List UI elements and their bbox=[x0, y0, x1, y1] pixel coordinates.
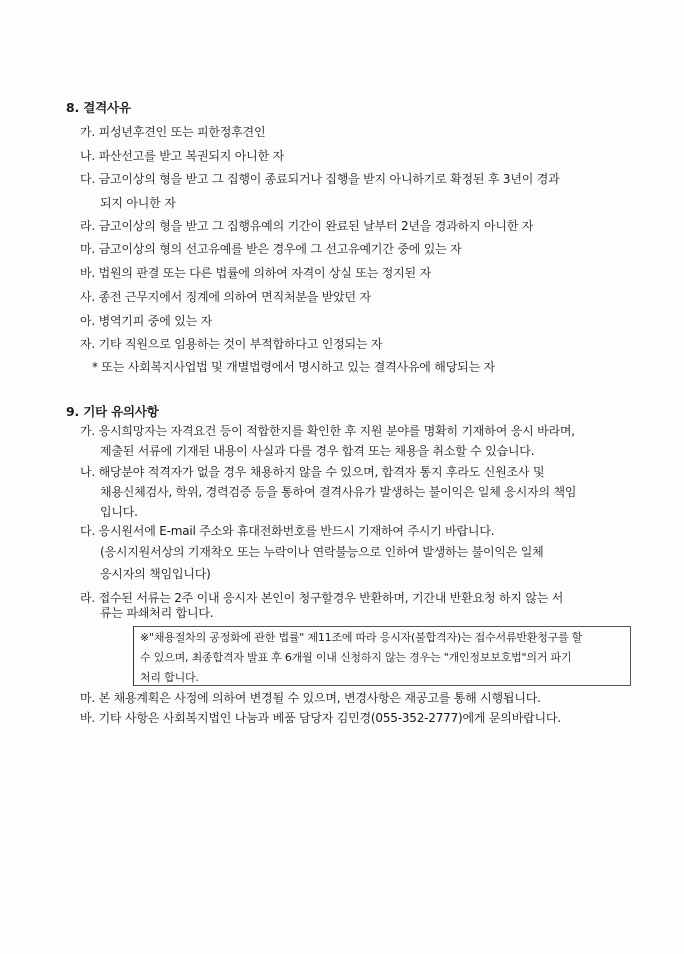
list-item: 사. 종전 근무지에서 징계에 의하여 면직처분을 받았던 자 bbox=[80, 290, 371, 304]
list-item: 다. 금고이상의 형을 받고 그 집행이 종료되거나 집행을 받지 아니하기로 확정된 후 3년이 경과 bbox=[80, 172, 560, 186]
list-item: 라. 접수된 서류는 2주 이내 응시자 본인이 청구할경우 반환하며, 기간내 반환요청 하지 않는 서 bbox=[80, 591, 564, 605]
list-item: 가. 피성년후견인 또는 피한정후견인 bbox=[80, 125, 266, 139]
notice-box-line: 처리 합니다. bbox=[140, 671, 199, 684]
list-item-continuation: 채용신체검사, 학위, 경력검증 등을 통하여 결격사유가 발생하는 불이익은 일체 응시자의 책임 bbox=[100, 485, 577, 499]
notice-box-line: 수 있으며, 최종합격자 발표 후 6개월 이내 신청하지 않는 경우는 "개인정보보호법"의거 파기 bbox=[140, 651, 572, 664]
list-item: 아. 병역기피 중에 있는 자 bbox=[80, 314, 212, 328]
note: * 또는 사회복지사업법 및 개별법령에서 명시하고 있는 결격사유에 해당되는 자 bbox=[92, 360, 495, 374]
list-item-continuation: 입니다. bbox=[100, 505, 138, 519]
list-item: 바. 기타 사항은 사회복지법인 나눔과 베품 담당자 김민경(055-352-2777)에게 문의바랍니다. bbox=[80, 711, 561, 725]
list-item: 가. 응시희망자는 자격요건 등이 적합한지를 확인한 후 지원 분야를 명확히 기재하여 응시 바라며, bbox=[80, 424, 575, 438]
list-item-continuation: 제출된 서류에 기재된 내용이 사실과 다를 경우 합격 또는 채용을 취소할 수 있습니다. bbox=[100, 444, 535, 458]
list-item: 나. 해당분야 적격자가 없을 경우 채용하지 않을 수 있으며, 합격자 통지 후라도 신원조사 및 bbox=[80, 465, 545, 479]
list-item: 마. 본 채용계획은 사정에 의하여 변경될 수 있으며, 변경사항은 재공고를 통해 시행됩니다. bbox=[80, 691, 541, 705]
list-item: 다. 응시원서에 E-mail 주소와 휴대전화번호를 반드시 기재하여 주시기 바랍니다. bbox=[80, 524, 495, 538]
list-item-continuation: (응시지원서상의 기재착오 또는 누락이나 연락불능으로 인하여 발생하는 불이익은 일체 bbox=[100, 545, 544, 559]
list-item-continuation: 류는 파쇄처리 합니다. bbox=[100, 606, 214, 620]
section-heading: 9. 기타 유의사항 bbox=[66, 404, 159, 419]
notice-box-line: ※"채용절차의 공정화에 관한 법률" 제11조에 따라 응시자(불합격자)는 접수서류반환청구를 할 bbox=[140, 631, 583, 644]
list-item: 마. 금고이상의 형의 선고유예를 받은 경우에 그 선고유예기간 중에 있는 자 bbox=[80, 242, 462, 256]
list-item-continuation: 응시자의 책임입니다) bbox=[100, 567, 211, 581]
list-item: 나. 파산선고를 받고 복권되지 아니한 자 bbox=[80, 149, 284, 163]
list-item: 자. 기타 직원으로 임용하는 것이 부적합하다고 인정되는 자 bbox=[80, 337, 383, 351]
section-heading: 8. 결격사유 bbox=[66, 100, 131, 115]
list-item-continuation: 되지 아니한 자 bbox=[100, 196, 176, 210]
list-item: 라. 금고이상의 형을 받고 그 집행유예의 기간이 완료된 날부터 2년을 경과하지 아니한 자 bbox=[80, 219, 534, 233]
list-item: 바. 법원의 판결 또는 다른 법률에 의하여 자격이 상실 또는 정지된 자 bbox=[80, 266, 431, 280]
